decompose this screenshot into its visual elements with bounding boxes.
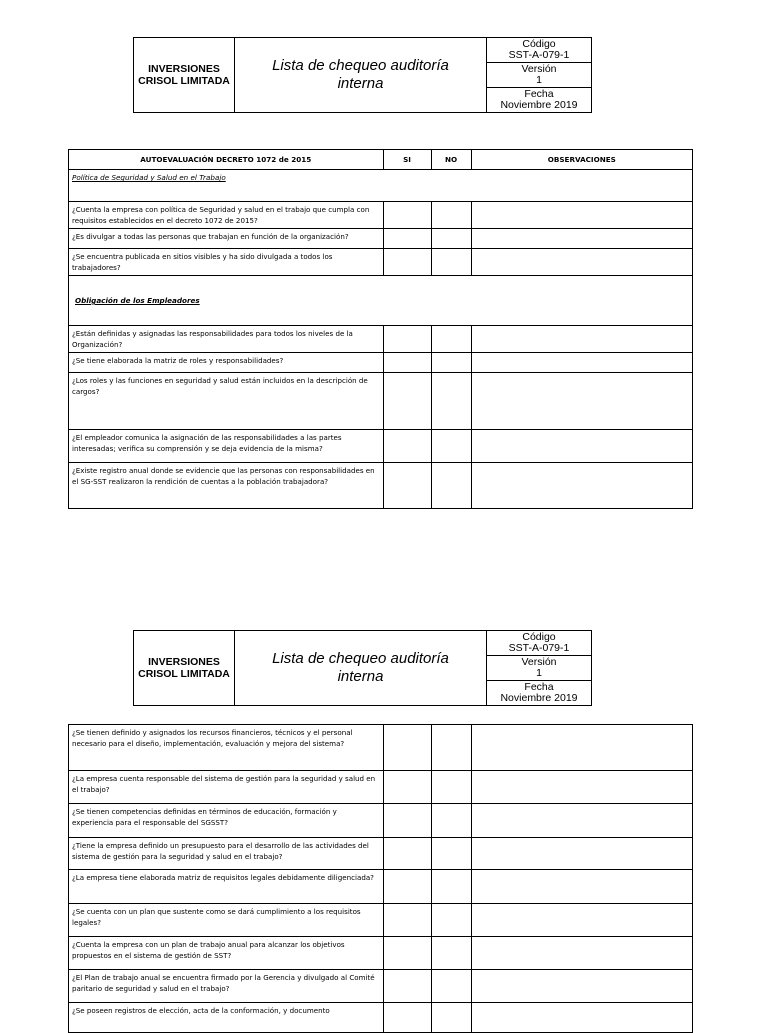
- table-row: [69, 771, 693, 804]
- table-row: [69, 229, 693, 249]
- answer-si-cell[interactable]: [383, 463, 431, 509]
- answer-si-cell[interactable]: [383, 804, 431, 838]
- answer-si-cell[interactable]: [383, 937, 431, 970]
- date-value: Noviembre 2019: [500, 99, 578, 111]
- version-value: 1: [536, 667, 542, 679]
- answer-no-cell[interactable]: [431, 870, 471, 904]
- observation-cell[interactable]: [471, 970, 692, 1003]
- answer-si-cell[interactable]: [383, 229, 431, 249]
- document-title: Lista de chequeo auditoría interna: [235, 38, 487, 112]
- table-row: [69, 937, 693, 970]
- observation-cell[interactable]: [471, 463, 692, 509]
- table-row: [69, 326, 693, 353]
- answer-si-cell[interactable]: [383, 202, 431, 229]
- answer-si-cell[interactable]: [383, 249, 431, 276]
- table-row: [69, 838, 693, 870]
- question-text: ¿El Plan de trabajo anual se encuentra firmado por la Gerencia y divulgado al Comité paritario de seguridad y salud en el trabajo?: [69, 970, 384, 1003]
- question-text: ¿Se cuenta con un plan que sustente como se dará cumplimiento a los requisitos legales?: [69, 904, 384, 937]
- question-text: ¿El empleador comunica la asignación de las responsabilidades a las partes interesadas; verifica su comprensión y se deja evidencia de la misma?: [69, 430, 384, 463]
- observation-cell[interactable]: [471, 725, 692, 771]
- answer-si-cell[interactable]: [383, 904, 431, 937]
- document-header: [133, 37, 592, 113]
- column-header-observaciones: OBSERVACIONES: [471, 150, 692, 170]
- column-header-question: AUTOEVALUACIÓN DECRETO 1072 de 2015: [69, 150, 384, 170]
- date-cell: [487, 87, 591, 112]
- answer-no-cell[interactable]: [431, 353, 471, 373]
- answer-no-cell[interactable]: [431, 430, 471, 463]
- question-text: ¿Existe registro anual donde se evidencie que las personas con responsabilidades en el SG-SST realizaron la rendición de cuentas a la población trabajadora?: [69, 463, 384, 509]
- version-cell: [487, 62, 591, 87]
- question-text: ¿Se tienen competencias definidas en términos de educación, formación y experiencia para el responsable del SGSST?: [69, 804, 384, 838]
- company-name: INVERSIONES CRISOL LIMITADA: [134, 38, 235, 112]
- code-cell: [487, 38, 591, 62]
- code-value: SST-A-079-1: [508, 642, 570, 654]
- answer-no-cell[interactable]: [431, 771, 471, 804]
- observation-cell[interactable]: [471, 202, 692, 229]
- table-row: [69, 353, 693, 373]
- question-text: ¿Los roles y las funciones en seguridad y salud están incluidos en la descripción de cargos?: [69, 373, 384, 430]
- table-row: [69, 202, 693, 229]
- answer-si-cell[interactable]: [383, 771, 431, 804]
- date-label: Fecha: [524, 87, 554, 100]
- answer-si-cell[interactable]: [383, 725, 431, 771]
- answer-si-cell[interactable]: [383, 373, 431, 430]
- version-value: 1: [536, 74, 542, 86]
- table-row: [69, 249, 693, 276]
- answer-si-cell[interactable]: [383, 353, 431, 373]
- question-text: ¿Tiene la empresa definido un presupuesto para el desarrollo de las actividades del sistema de gestión para la seguridad y salud en el trabajo?: [69, 838, 384, 870]
- section-title: Obligación de los Empleadores: [69, 276, 693, 326]
- table-row: [69, 373, 693, 430]
- date-label: Fecha: [524, 680, 554, 693]
- document-title: Lista de chequeo auditoría interna: [235, 631, 487, 705]
- code-value: SST-A-079-1: [508, 49, 570, 61]
- table-row: [69, 463, 693, 509]
- question-text: ¿La empresa tiene elaborada matriz de requisitos legales debidamente diligenciada?: [69, 870, 384, 904]
- answer-no-cell[interactable]: [431, 463, 471, 509]
- answer-no-cell[interactable]: [431, 725, 471, 771]
- code-label: Código: [522, 630, 556, 643]
- answer-no-cell[interactable]: [431, 202, 471, 229]
- date-cell: [487, 680, 591, 705]
- document-meta: [487, 38, 591, 112]
- table-row: [69, 970, 693, 1003]
- table-row: [69, 904, 693, 937]
- question-text: ¿Cuenta la empresa con política de Seguridad y salud en el trabajo que cumpla con requisitos establecidos en el decreto 1072 de 2015?: [69, 202, 384, 229]
- observation-cell[interactable]: [471, 249, 692, 276]
- answer-si-cell[interactable]: [383, 326, 431, 353]
- column-header-si: SI: [383, 150, 431, 170]
- answer-si-cell[interactable]: [383, 970, 431, 1003]
- answer-no-cell[interactable]: [431, 326, 471, 353]
- answer-no-cell[interactable]: [431, 249, 471, 276]
- observation-cell[interactable]: [471, 353, 692, 373]
- question-text: ¿Se poseen registros de elección, acta de la conformación, y documento: [69, 1003, 384, 1033]
- observation-cell[interactable]: [471, 326, 692, 353]
- question-text: ¿Se tienen definido y asignados los recursos financieros, técnicos y el personal necesario para el diseño, implementación, evaluación y mejora del sistema?: [69, 725, 384, 771]
- answer-no-cell[interactable]: [431, 970, 471, 1003]
- question-text: ¿Cuenta la empresa con un plan de trabajo anual para alcanzar los objetivos propuestos en el sistema de gestión de SST?: [69, 937, 384, 970]
- answer-no-cell[interactable]: [431, 904, 471, 937]
- answer-no-cell[interactable]: [431, 1003, 471, 1033]
- version-label: Versión: [521, 62, 557, 75]
- observation-cell[interactable]: [471, 804, 692, 838]
- observation-cell[interactable]: [471, 870, 692, 904]
- observation-cell[interactable]: [471, 229, 692, 249]
- answer-no-cell[interactable]: [431, 838, 471, 870]
- answer-si-cell[interactable]: [383, 1003, 431, 1033]
- table-row: [69, 725, 693, 771]
- observation-cell[interactable]: [471, 430, 692, 463]
- date-value: Noviembre 2019: [500, 692, 578, 704]
- section-title: Política de Seguridad y Salud en el Trabajo: [69, 170, 693, 202]
- question-text: ¿Es divulgar a todas las personas que trabajan en función de la organización?: [69, 229, 384, 249]
- document-meta: [487, 631, 591, 705]
- table-row: [69, 1003, 693, 1033]
- observation-cell[interactable]: [471, 373, 692, 430]
- section-row: [69, 170, 693, 202]
- answer-no-cell[interactable]: [431, 937, 471, 970]
- question-text: ¿La empresa cuenta responsable del sistema de gestión para la seguridad y salud en el trabajo?: [69, 771, 384, 804]
- checklist-table-1: [68, 149, 693, 509]
- question-text: ¿Se tiene elaborada la matriz de roles y responsabilidades?: [69, 353, 384, 373]
- answer-si-cell[interactable]: [383, 870, 431, 904]
- checklist-table-2: [68, 724, 693, 1033]
- question-text: ¿Están definidas y asignadas las responsabilidades para todos los niveles de la Organización?: [69, 326, 384, 353]
- answer-si-cell[interactable]: [383, 430, 431, 463]
- table-row: [69, 804, 693, 838]
- observation-cell[interactable]: [471, 771, 692, 804]
- observation-cell[interactable]: [471, 904, 692, 937]
- code-label: Código: [522, 37, 556, 50]
- company-name: INVERSIONES CRISOL LIMITADA: [134, 631, 235, 705]
- code-cell: [487, 631, 591, 655]
- answer-no-cell[interactable]: [431, 373, 471, 430]
- table-row: [69, 430, 693, 463]
- section-row: [69, 276, 693, 326]
- document-header: [133, 630, 592, 706]
- version-cell: [487, 655, 591, 680]
- observation-cell[interactable]: [471, 937, 692, 970]
- table-row: [69, 870, 693, 904]
- answer-no-cell[interactable]: [431, 804, 471, 838]
- table-header-row: [69, 150, 693, 170]
- version-label: Versión: [521, 655, 557, 668]
- observation-cell[interactable]: [471, 838, 692, 870]
- observation-cell[interactable]: [471, 1003, 692, 1033]
- answer-si-cell[interactable]: [383, 838, 431, 870]
- column-header-no: NO: [431, 150, 471, 170]
- answer-no-cell[interactable]: [431, 229, 471, 249]
- question-text: ¿Se encuentra publicada en sitios visibles y ha sido divulgada a todos los trabajadores?: [69, 249, 384, 276]
